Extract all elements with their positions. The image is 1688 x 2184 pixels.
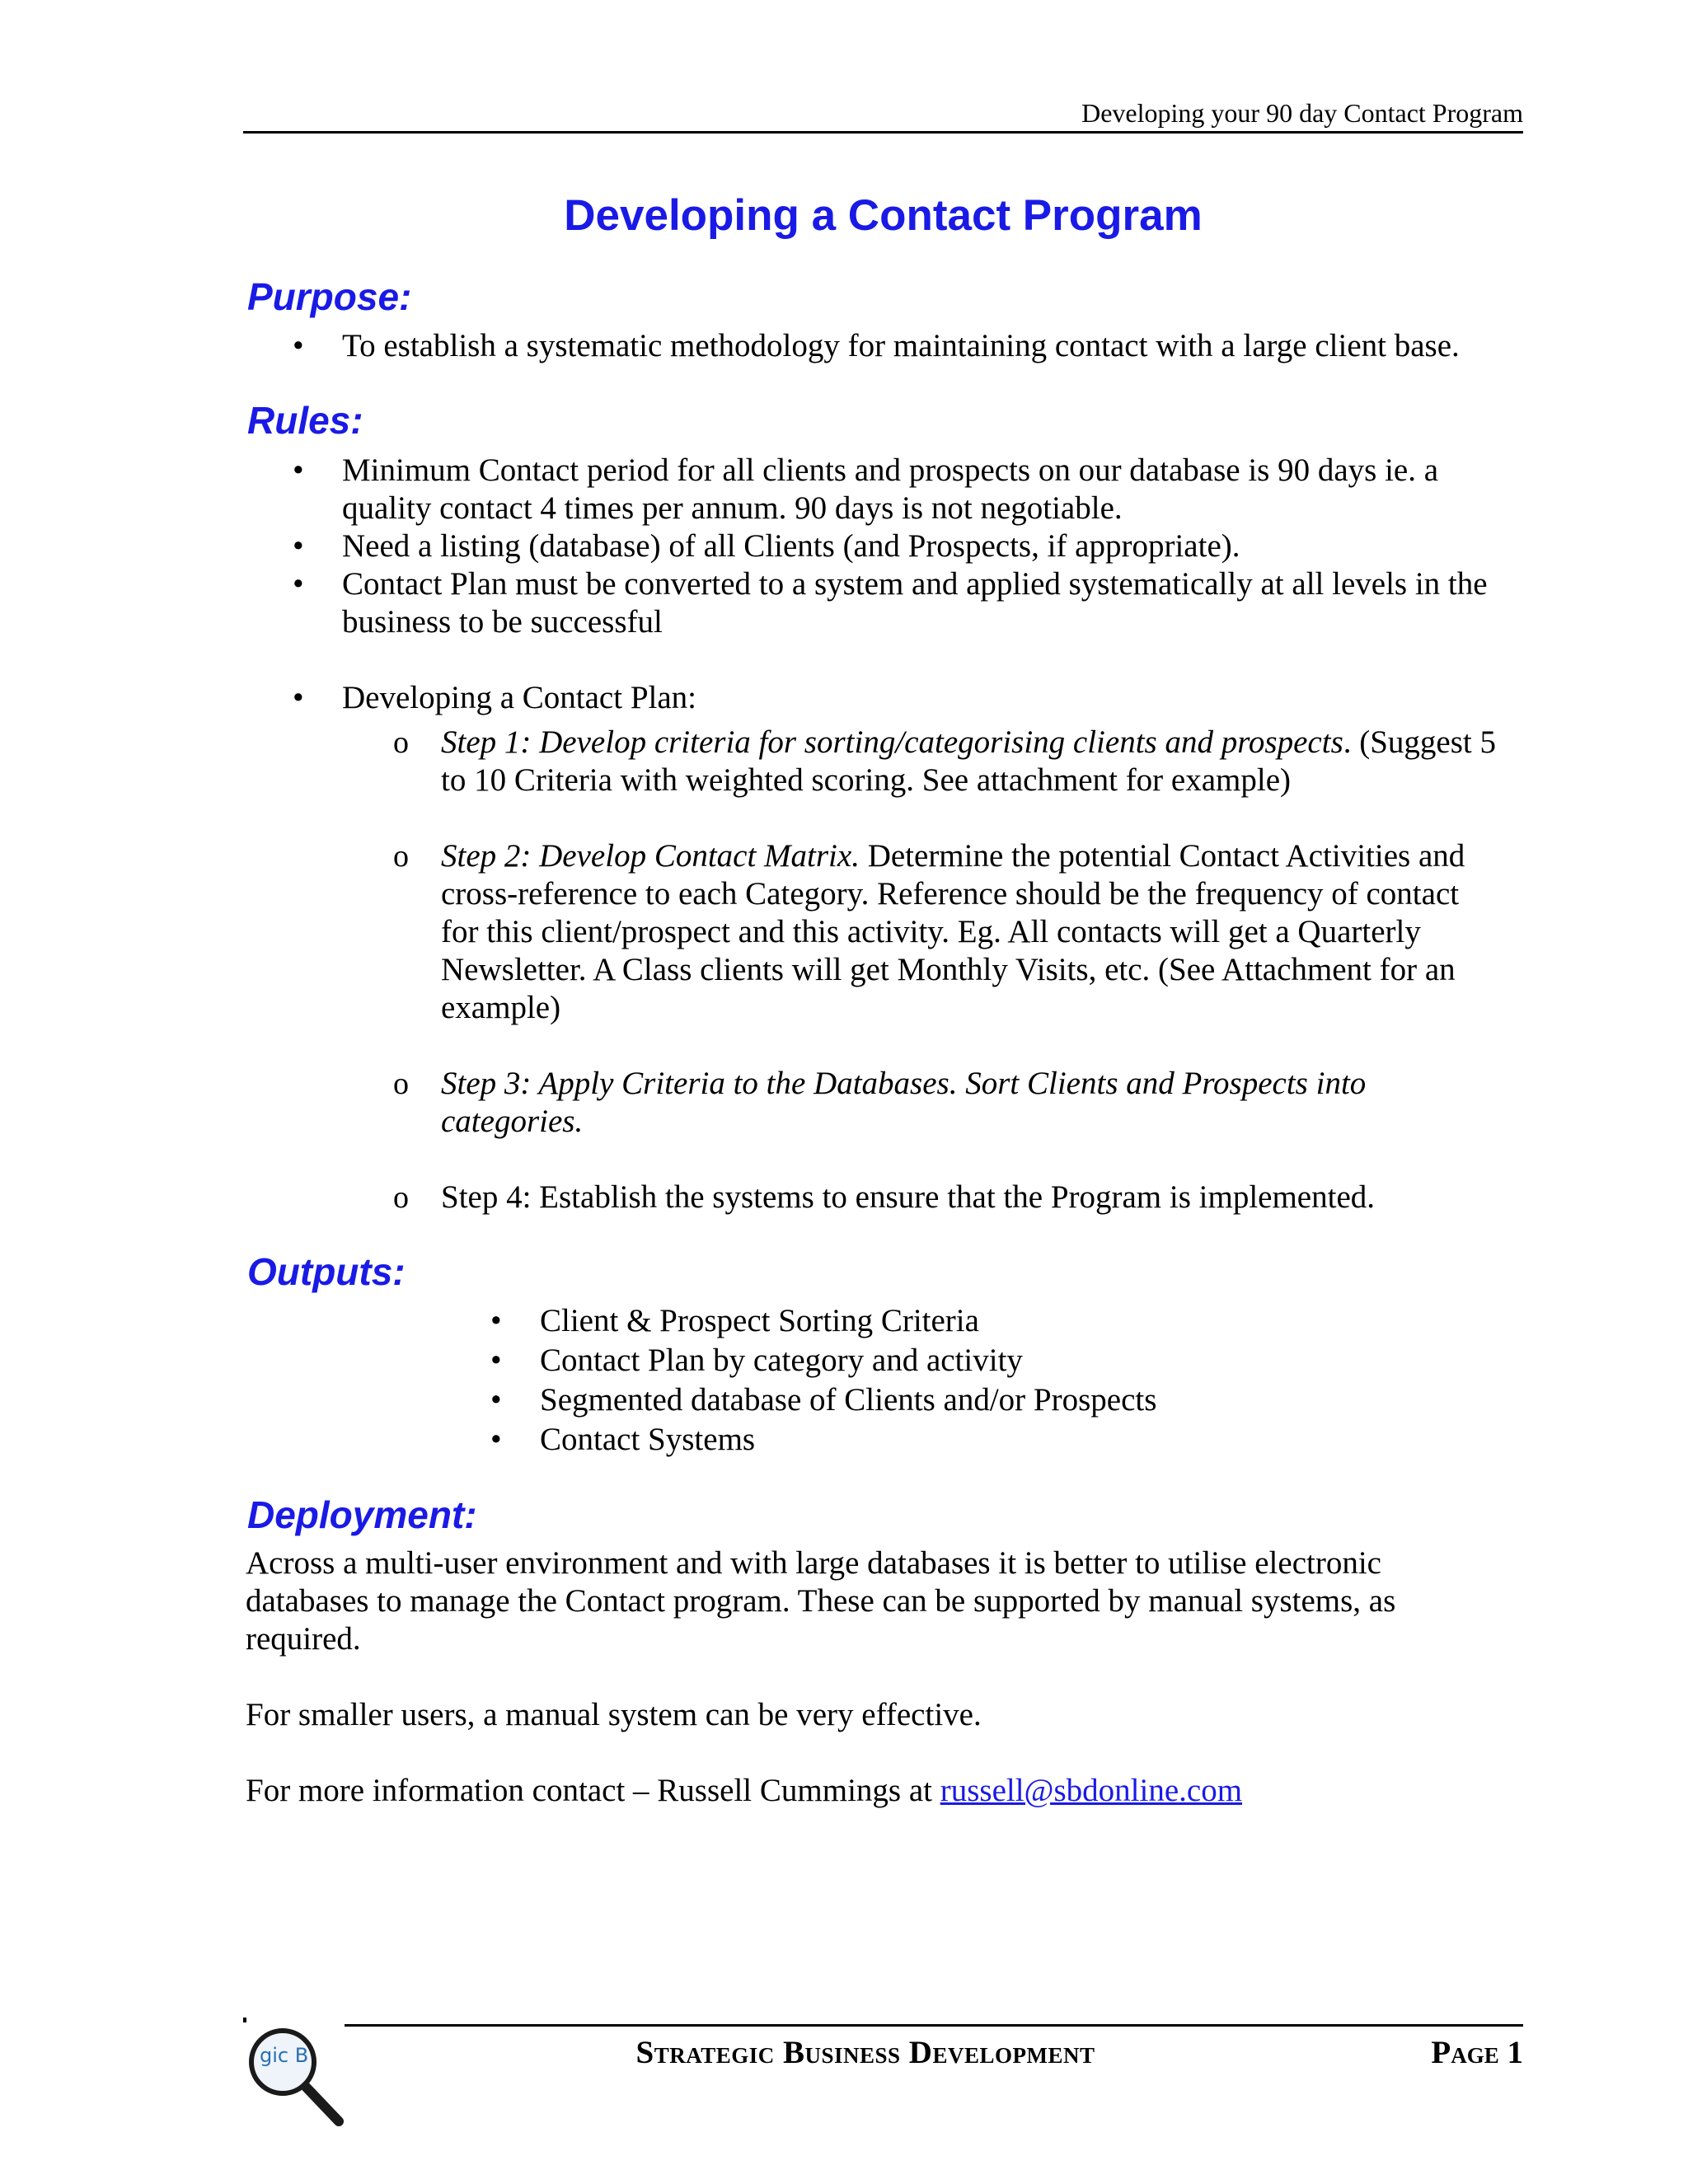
step-text: . (Suggest 5 to 10 Criteria with weighted scoring. See attachment for example) [441,724,1496,798]
magnifier-logo-icon [241,2021,349,2128]
rules-item [293,527,1488,565]
outputs-item [490,1421,1447,1460]
step-item [393,1065,1496,1141]
rules-list [293,452,1488,717]
step-item [393,1179,1496,1216]
bullet-icon: • [490,1422,502,1457]
deployment-paragraph: For smaller users, a manual system can be very effective. [246,1697,982,1732]
steps-list [393,724,1496,1216]
footer-rule [345,2024,1523,2027]
rules-heading: Rules: [247,399,363,442]
rules-item-text: Contact Plan must be converted to a system and applied systematically at all levels in the business to be successful [342,566,1488,640]
deployment-body [246,1544,1432,1810]
contact-plan-label: Developing a Contact Plan: [342,680,696,715]
outputs-item-text: Contact Systems [540,1422,756,1457]
outputs-item-text: Contact Plan by category and activity [540,1343,1023,1378]
outputs-list [490,1302,1447,1460]
outputs-heading: Outputs: [247,1250,406,1293]
bullet-icon: • [490,1303,502,1338]
deployment-paragraph: Across a multi-user environment and with large databases it is better to utilise electronic databases to manage the Contact program. These can be supported by manual systems, as required. [246,1545,1396,1657]
outputs-item-text: Segmented database of Clients and/or Prospects [540,1382,1157,1418]
logo-text: gic B [260,2044,309,2067]
bullet-icon: • [293,528,304,564]
circle-bullet-icon: o [393,839,409,874]
outputs-item [490,1381,1447,1421]
bullet-icon: • [293,328,304,363]
bullet-icon: • [293,566,304,602]
rules-item [293,565,1488,641]
purpose-list [293,327,1496,365]
rules-item [293,452,1488,527]
rules-item-text: Minimum Contact period for all clients and prospects on our database is 90 days ie. a quality contact 4 times per annum. 90 days is not negotiable. [342,452,1439,526]
step-title: Step 1: Develop criteria for sorting/categorising clients and prospects [441,724,1343,760]
deployment-heading: Deployment: [247,1493,477,1536]
purpose-heading: Purpose: [247,275,412,318]
bullet-icon: • [293,452,304,488]
outputs-item [490,1302,1447,1342]
document-title: Developing a Contact Program [564,191,1203,240]
bullet-icon: • [490,1343,502,1378]
outputs-item [490,1342,1447,1381]
header-rule [243,131,1523,134]
contact-prefix: For more information contact – Russell Cummings at [246,1773,940,1808]
running-header: Developing your 90 day Contact Program [1081,98,1523,128]
circle-bullet-icon: o [393,725,409,760]
purpose-item-text: To establish a systematic methodology for maintaining contact with a large client base. [342,328,1460,363]
footer-brand: Strategic Business Development [635,2035,1095,2070]
bullet-icon: • [293,680,304,715]
circle-bullet-icon: o [393,1066,409,1101]
step-text: Step 4: Establish the systems to ensure that the Program is implemented. [441,1179,1375,1215]
rules-item [293,679,1488,717]
outputs-item-text: Client & Prospect Sorting Criteria [540,1303,979,1338]
step-item [393,837,1496,1027]
step-item [393,724,1496,799]
circle-bullet-icon: o [393,1180,409,1215]
step-text: Determine the potential Contact Activities and cross-reference to each Category. Reference should be the frequency of contact for this client/prospect and this activity. Eg. All contacts will get a Quarterly Newsletter. A Class clients will get Monthly Visits, etc. (See Attachment for an example) [441,838,1465,1025]
step-title: Step 3: Apply Criteria to the Databases. Sort Clients and Prospects into categories. [441,1066,1367,1139]
email-link[interactable]: russell@sbdonline.com [940,1773,1243,1808]
rules-item-text: Need a listing (database) of all Clients (and Prospects, if appropriate). [342,528,1240,564]
step-title: Step 2: Develop Contact Matrix. [441,838,860,874]
contact-line [246,1772,1432,1810]
bullet-icon: • [490,1382,502,1418]
page-number: Page 1 [1431,2035,1523,2070]
purpose-item [293,327,1496,365]
